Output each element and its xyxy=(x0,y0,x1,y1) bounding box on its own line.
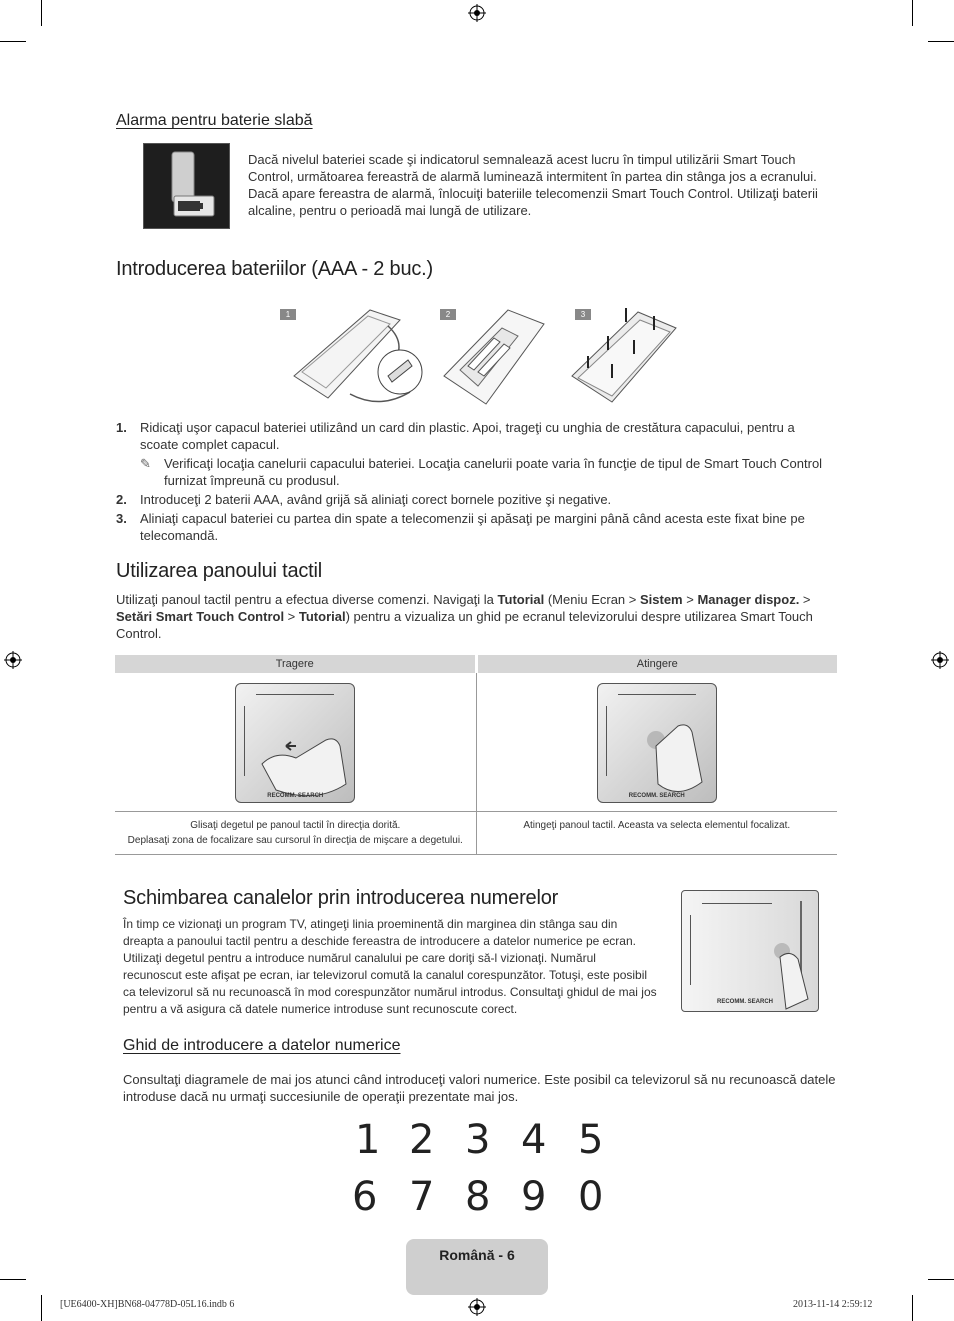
digit-9: 9 xyxy=(521,1174,547,1220)
battery-step-image-2 xyxy=(438,306,548,410)
note-text: Verificaţi locaţia canelurii capacului bateriei. Locaţia canelurii poate varia în funcţie de tipul de Smart Touch Control furnizat împreună cu produsul. xyxy=(164,456,823,488)
tap-touchpad-image xyxy=(597,683,717,803)
drag-touchpad-image xyxy=(235,683,355,803)
remote-cover-icon xyxy=(280,306,425,410)
crop-mark xyxy=(0,1279,26,1280)
batteries-title: Introducerea bateriilor (AAA - 2 buc.) xyxy=(116,258,433,280)
tap-description: Atingeţi panoul tactil. Aceasta va selecta elementul focalizat. xyxy=(523,820,791,831)
crop-mark xyxy=(912,1295,913,1321)
step-number: 1. xyxy=(116,420,127,435)
battery-steps-list xyxy=(116,419,836,546)
touchpad-table xyxy=(115,655,837,855)
crop-mark xyxy=(928,41,954,42)
list-item xyxy=(116,510,836,544)
digit-8: 8 xyxy=(465,1174,491,1220)
drag-description-2: Deplasaţi zona de focalizare sau cursorul în direcţia de mişcare a degetului. xyxy=(127,835,463,846)
channel-touchpad-image xyxy=(681,890,819,1012)
numeric-guide-title: Ghid de introducere a datelor numerice xyxy=(123,1037,401,1054)
digit-1: 1 xyxy=(355,1117,381,1163)
registration-mark-icon xyxy=(468,1298,486,1316)
crop-mark xyxy=(0,41,26,42)
list-item xyxy=(116,419,836,453)
step-badge: 1 xyxy=(280,309,296,320)
crop-mark xyxy=(928,1279,954,1280)
digit-5: 5 xyxy=(578,1117,604,1163)
touchpad-intro: Utilizaţi panoul tactil pentru a efectua diverse comenzi. Navigaţi la Tutorial (Meniu Ecran > Sistem > Manager dispoz. > Setări Smart Touch Control > Tutorial) pentru a vizualiza un ghid pe ecranul televizorului despre utilizarea Smart Touch Control. xyxy=(116,592,813,641)
step-number: 3. xyxy=(116,511,127,526)
step-text: Ridicaţi uşor capacul bateriei utilizând un card din plastic. Apoi, trageţi cu unghia de crestătura capacului, pentru a scoate complet capacul. xyxy=(140,420,795,452)
pad-label: RECOMM. SEARCH xyxy=(716,999,773,1005)
digit-2: 2 xyxy=(409,1117,435,1163)
battery-alarm-icon xyxy=(144,144,229,228)
registration-mark-icon xyxy=(931,651,949,669)
note-icon: ✎ xyxy=(140,456,151,471)
print-slug-right: 2013-11-14 2:59:12 xyxy=(793,1299,873,1310)
low-battery-title: Alarma pentru baterie slabă xyxy=(116,112,313,129)
digit-0: 0 xyxy=(578,1174,604,1220)
digit-4: 4 xyxy=(521,1117,547,1163)
digit-6: 6 xyxy=(352,1174,378,1220)
step-text: Introduceţi 2 baterii AAA, având grijă să aliniaţi corect bornele pozitive şi negative. xyxy=(140,492,612,507)
remote-cover-press-icon xyxy=(568,306,680,410)
crop-mark xyxy=(41,1295,42,1321)
digit-3: 3 xyxy=(465,1117,491,1163)
step-badge: 3 xyxy=(575,309,591,320)
numeric-guide-text: Consultaţi diagramele de mai jos atunci când introduceţi valori numerice. Este posibil ca televizorul să nu recunoască datele introduse dacă nu urmaţi succesiunile de operaţii prezentate mai jos. xyxy=(123,1072,836,1104)
pad-label: RECOMM. SEARCH xyxy=(267,793,324,799)
list-item xyxy=(116,491,836,508)
channels-text: În timp ce vizionaţi un program TV, atingeţi linia proeminentă din marginea din stânga sau din dreapta a panoului tactil pentru a deschide fereastra de introducere a datelor numerice pe ecran. Utilizaţi degetul pentru a introduce numărul canalului pe care doriţi să-l vizionaţi. Numărul recunoscut este afişat pe ecran, iar televizorul comută la canalul corespunzător. Totuşi, este posibil ca televizorul să nu recunoască în mod corespunzător numărul introdus. Consultaţi ghidul de mai jos pentru a vă asigura că datele numerice introduse sunt recunoscute corect. xyxy=(123,917,657,1016)
registration-mark-icon xyxy=(4,651,22,669)
touchpad-title: Utilizarea panoului tactil xyxy=(116,560,323,582)
step-badge: 2 xyxy=(440,309,456,320)
registration-mark-icon xyxy=(468,4,486,22)
table-header-tap: Atingere xyxy=(476,655,837,673)
crop-mark xyxy=(41,0,42,26)
low-battery-text: Dacă nivelul bateriei scade şi indicatorul semnalează acest lucru în timpul utilizării Smart Touch Control, următoarea fereastră de alarmă luminează intermitent în partea din stânga jos a ecranului. Dacă apare fereastra de alarmă, înlocuiţi bateriile telecomenzii Smart Touch Control. Utilizaţi baterii alcaline, pentru o perioadă mai lungă de utilizare. xyxy=(248,152,818,218)
remote-batteries-icon xyxy=(438,306,548,410)
page-number-tab: Română - 6 xyxy=(406,1239,548,1295)
battery-step-image-3 xyxy=(568,306,680,410)
battery-step-image-1 xyxy=(280,306,425,410)
drag-description-1: Glisaţi degetul pe panoul tactil în direcţia dorită. xyxy=(190,820,401,831)
digit-7: 7 xyxy=(409,1174,435,1220)
step-text: Aliniaţi capacul bateriei cu partea din spate a telecomenzii şi apăsaţi pe margini până când acesta este fixat bine pe telecomandă. xyxy=(140,511,805,543)
finger-tap-icon xyxy=(638,720,717,800)
crop-mark xyxy=(912,0,913,26)
print-slug-left: [UE6400-XH]BN68-04778D-05L16.indb 6 xyxy=(60,1299,235,1310)
step-number: 2. xyxy=(116,492,127,507)
note xyxy=(116,455,836,489)
channels-title: Schimbarea canalelor prin introducerea numerelor xyxy=(123,887,559,909)
battery-alarm-image xyxy=(143,143,230,229)
pad-label: RECOMM. SEARCH xyxy=(628,793,685,799)
table-header-drag: Tragere xyxy=(115,655,476,673)
finger-drag-icon xyxy=(256,724,355,799)
